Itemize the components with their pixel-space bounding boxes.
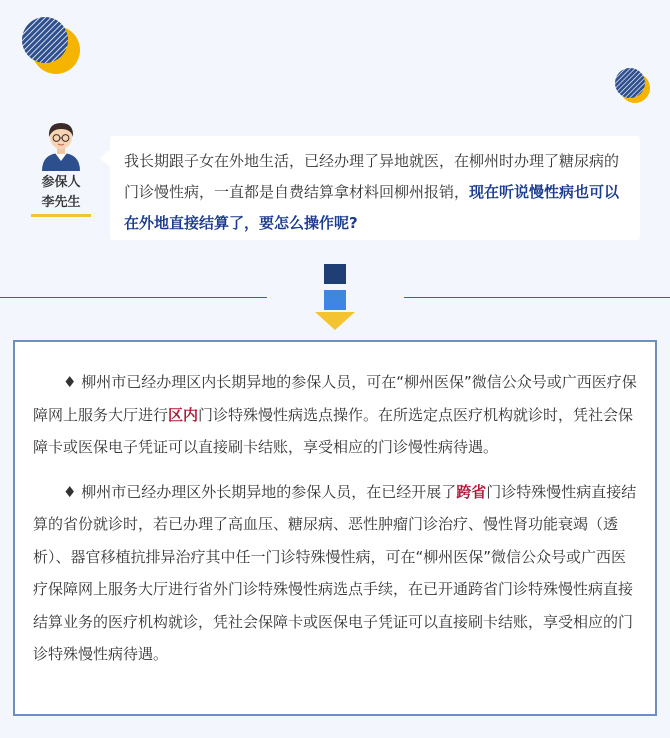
down-arrow-icon (315, 264, 355, 334)
answer-1-text-a: 柳州市已经办理区内长期异地的参保人员，可在“柳州医保”微信公众号或广西医疗保障网上服务大厅进行 (33, 373, 637, 424)
answer-2-text-b: 门诊特殊慢性病直接结算的省份就诊时，若已办理了高血压、糖尿病、恶性肿瘤门诊治疗、慢性肾功能衰竭（透析）、器官移植抗排异治疗其中任一门诊特殊慢性病，可在“柳州医保”微信公众号或广西医疗保障网上服务大厅进行省外门诊特殊慢性病选点手续，在已开通跨省门诊特殊慢性病直接结算业务的医疗机构就诊，凭社会保障卡或医保电子凭证可以直接刷卡结账，享受相应的门诊特殊慢性病待遇。 (33, 482, 637, 663)
question-text: 我长期跟子女在外地生活，已经办理了异地就医，在柳州时办理了糖尿病的门诊慢性病，一直都是自费结算拿材料回柳州报销， (124, 152, 620, 201)
diamond-bullet-icon: ♦ (63, 482, 77, 501)
answer-2-text-a: 柳州市已经办理区外长期异地的参保人员，在已经开展了 (76, 482, 457, 501)
speaker (28, 115, 94, 217)
divider-left (0, 297, 267, 298)
answer-paragraph-1 (33, 366, 641, 464)
diamond-bullet-icon: ♦ (63, 373, 77, 391)
answer-paragraph-2 (33, 476, 641, 671)
speaker-role: 参保人 (41, 175, 81, 190)
decorative-circle-small (613, 66, 653, 106)
decorative-circle-large (20, 14, 82, 76)
answer-box (13, 340, 657, 716)
question-bubble (110, 136, 640, 240)
speaker-name: 李先生 (41, 195, 81, 210)
avatar (36, 115, 86, 171)
name-underline (31, 214, 91, 217)
answer-2-highlight: 跨省 (456, 482, 487, 501)
answer-1-highlight: 区内 (168, 405, 199, 424)
question-emphasis: 现在听说慢性病也可以在外地直接结算了，要怎么操作呢? (124, 183, 620, 232)
answer-1-text-b: 门诊特殊慢性病选点操作。在所选定点医疗机构就诊时，凭社会保障卡或医保电子凭证可以直接刷卡结账，享受相应的门诊慢性病待遇。 (33, 405, 634, 456)
divider-right (404, 297, 670, 298)
